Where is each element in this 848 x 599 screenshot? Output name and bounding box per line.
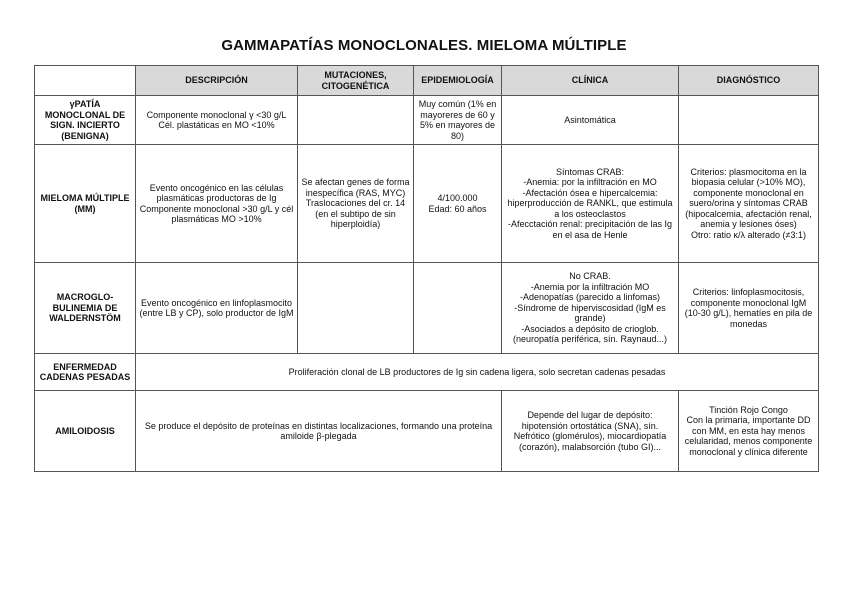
row-label: MACROGLO-BULINEMIA DE WALDERNSTÖM [35, 263, 136, 354]
cell-epidemiologia [414, 263, 502, 354]
cell-diagnostico: Criterios: linfoplasmocitosis, componente monoclonal IgM (10-30 g/L), hematíes en pila de monedas [679, 263, 819, 354]
cell-descripcion: Evento oncogénico en linfoplasmocito (entre LB y CP), solo productor de IgM [136, 263, 298, 354]
cell-span-text: Proliferación clonal de LB productores de Ig sin cadena ligera, solo secretan cadenas pesadas [136, 354, 819, 391]
cell-descripcion: Evento oncogénico en las células plasmáticas productoras de Ig Componente monoclonal >30 g/L y cél plasmáticas MO >10% [136, 145, 298, 263]
cell-diagnostico: Tinción Rojo Congo Con la primaria, importante DD con MM, en esta hay menos celularidad, menos componente monoclonal y clínica diferente [679, 391, 819, 472]
header-corner [35, 66, 136, 96]
header-row [35, 66, 819, 96]
cell-clinica: Síntomas CRAB: -Anemia: por la infiltración en MO -Afectación ósea e hipercalcemia: hiperproducción de RANKL, que estimula a los osteoclastos -Afecctación renal: precipitación de las Ig en el asa de Henle [502, 145, 679, 263]
cell-descripcion: Se produce el depósito de proteínas en distintas localizaciones, formando una proteína amiloide β-plegada [136, 391, 502, 472]
gammopathy-table [34, 65, 819, 472]
row-label: γPATÍA MONOCLONAL DE SIGN. INCIERTO (BENIGNA) [35, 96, 136, 145]
cell-mutaciones [298, 96, 414, 145]
cell-clinica: Asintomática [502, 96, 679, 145]
cell-diagnostico: Criterios: plasmocitoma en la biopasia celular (>10% MO), componente monoclonal en suero/orina y síntomas CRAB (hipocalcemia, afectación renal, anemia y lesiones óses) Otro: ratio κ/λ alterado (≠3:1) [679, 145, 819, 263]
cell-descripcion: Componente monoclonal γ <30 g/L Cél. plastáticas en MO <10% [136, 96, 298, 145]
header-mutaciones: MUTACIONES, CITOGENÉTICA [298, 66, 414, 96]
table-row-gmsi [35, 96, 819, 145]
cell-mutaciones [298, 263, 414, 354]
page-title: GAMMAPATÍAS MONOCLONALES. MIELOMA MÚLTIPLE [221, 37, 627, 54]
row-label: AMILOIDOSIS [35, 391, 136, 472]
row-label: ENFERMEDAD CADENAS PESADAS [35, 354, 136, 391]
cell-clinica: No CRAB. -Anemia por la infiltración MO -Adenopatías (parecido a linfomas) -Síndrome de hiperviscosidad (IgM es grande) -Asociados a depósito de crioglob. (neuropatía periférica, sín. Raynaud...) [502, 263, 679, 354]
header-diagnostico: DIAGNÓSTICO [679, 66, 819, 96]
cell-diagnostico [679, 96, 819, 145]
header-clinica: CLÍNICA [502, 66, 679, 96]
table-row-amiloidosis [35, 391, 819, 472]
row-label: MIELOMA MÚLTIPLE (MM) [35, 145, 136, 263]
cell-epidemiologia: Muy común (1% en mayoreres de 60 y 5% en mayores de 80) [414, 96, 502, 145]
table-row-mieloma [35, 145, 819, 263]
cell-clinica: Depende del lugar de depósito: hipotensión ortostática (SNA), sín. Nefrótico (glomérulos), miocardiopatía (corazón), malabsorción (tubo GI)... [502, 391, 679, 472]
cell-mutaciones: Se afectan genes de forma inespecífica (RAS, MYC) Traslocaciones del cr. 14 (en el subtipo de sin hiperploidía) [298, 145, 414, 263]
header-descripcion: DESCRIPCIÓN [136, 66, 298, 96]
table-row-waldenstrom [35, 263, 819, 354]
cell-epidemiologia: 4/100.000 Edad: 60 años [414, 145, 502, 263]
header-epidemiologia: EPIDEMIOLOGÍA [414, 66, 502, 96]
table-row-cadenas [35, 354, 819, 391]
